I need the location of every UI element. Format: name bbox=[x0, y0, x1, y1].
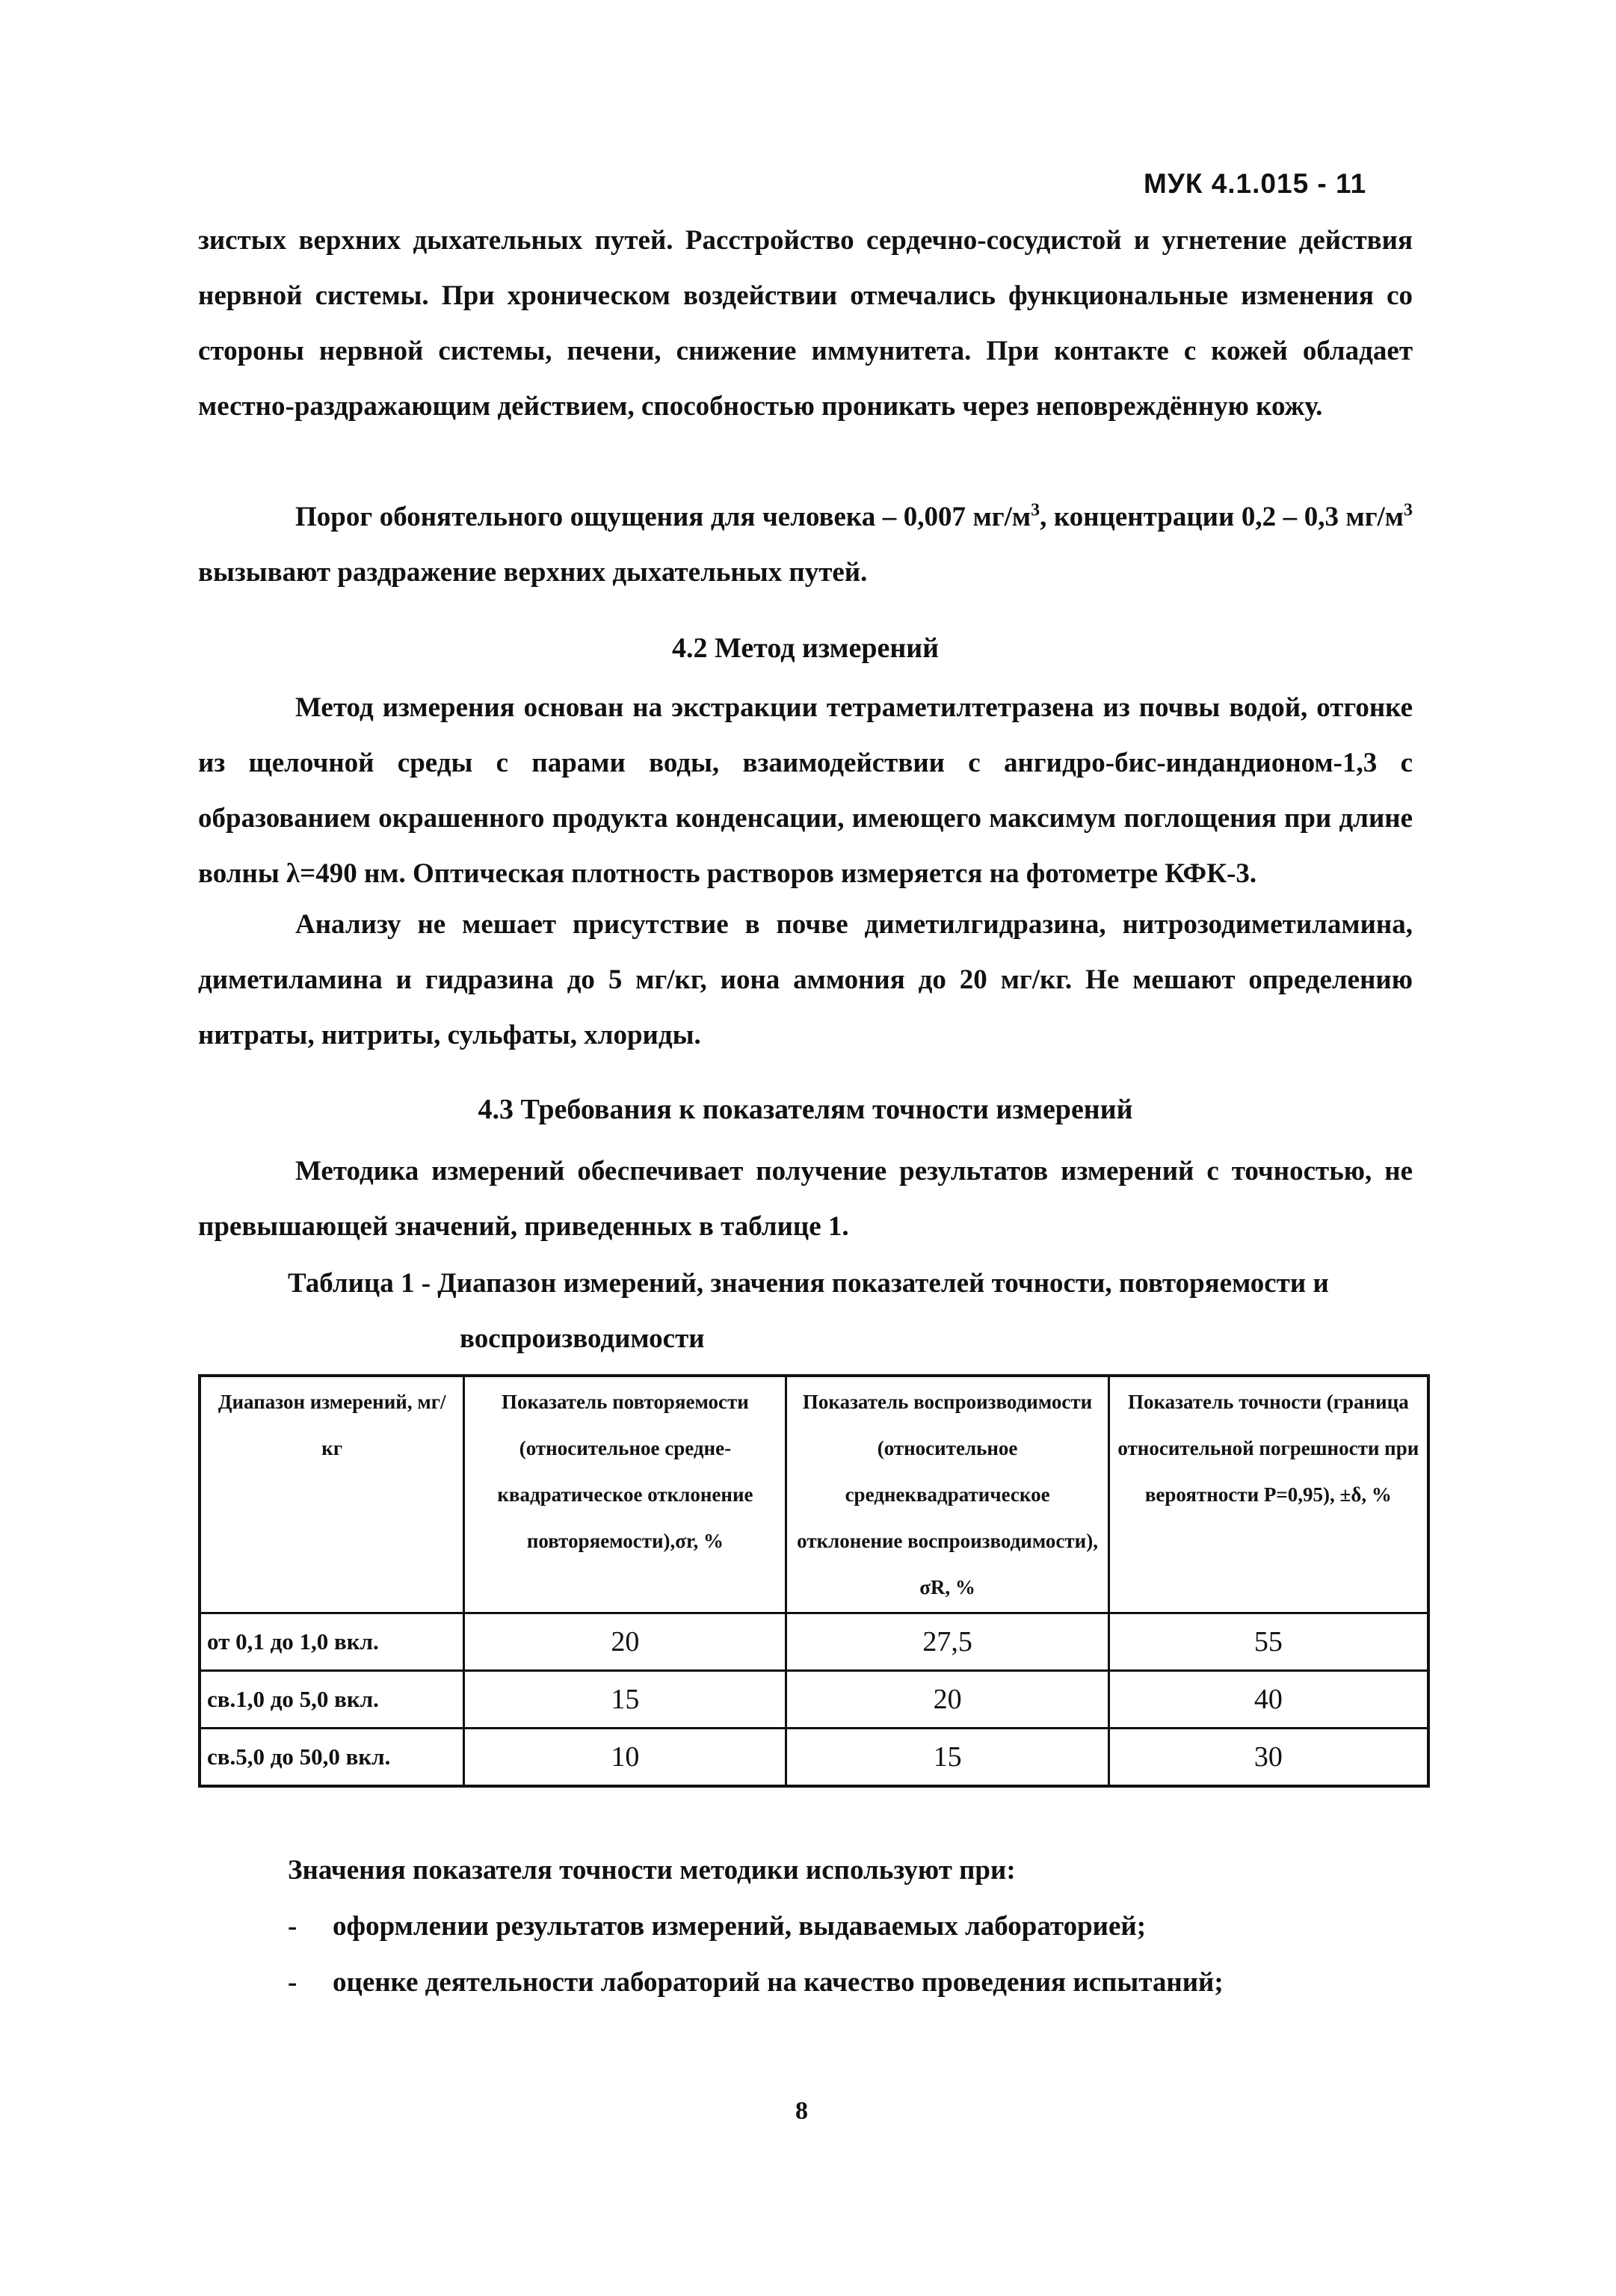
accuracy-paragraph: Методика измерений обеспечивает получение результатов измерений с точностью, не превышающей значений, приведенных в таблице 1. bbox=[198, 1156, 1413, 1242]
page-number: 8 bbox=[795, 2097, 808, 2125]
usage-item-text: оформлении результатов измерений, выдаваемых лабораторией; bbox=[333, 1911, 1147, 1942]
bullet-dash: - bbox=[288, 1967, 297, 1998]
range-cell: св.5,0 до 50,0 вкл. bbox=[200, 1729, 464, 1787]
column-header-accuracy: Показатель точности (граница относительной погрешности при вероятности P=0,95), ±δ, % bbox=[1108, 1376, 1428, 1613]
table-caption-line-1: Таблица 1 - Диапазон измерений, значения показателей точности, повторяемости и bbox=[288, 1268, 1329, 1299]
odor-threshold-text: Порог обонятельного ощущения для человека – 0,007 мг/м bbox=[295, 502, 1031, 532]
superscript-3: 3 bbox=[1031, 500, 1040, 520]
range-cell: от 0,1 до 1,0 вкл. bbox=[200, 1613, 464, 1671]
accuracy-table bbox=[198, 1374, 1430, 1788]
repeatability-cell: 15 bbox=[464, 1671, 786, 1729]
repeatability-cell: 10 bbox=[464, 1729, 786, 1787]
superscript-3: 3 bbox=[1404, 500, 1413, 520]
table-header-row bbox=[200, 1376, 1428, 1613]
table-row bbox=[200, 1729, 1428, 1787]
reproducibility-cell: 15 bbox=[786, 1729, 1108, 1787]
accuracy-cell: 30 bbox=[1108, 1729, 1428, 1787]
concentration-text: , концентрации 0,2 – 0,3 мг/м bbox=[1040, 502, 1404, 532]
repeatability-cell: 20 bbox=[464, 1613, 786, 1671]
bullet-dash: - bbox=[288, 1911, 297, 1942]
intro-paragraph-2 bbox=[198, 490, 1413, 600]
interference-paragraph: Анализу не мешает присутствие в почве диметилгидразина, нитрозодиметиламина, диметиламина и гидразина до 5 мг/кг, иона аммония до 20 мг/кг. Не мешают определению нитраты, нитриты, сульфаты, хлориды. bbox=[198, 909, 1413, 1050]
column-header-reproducibility: Показатель воспроизводимости (относительное среднеквадратическое отклонение воспроизводимости), σR, % bbox=[786, 1376, 1108, 1613]
usage-list-item bbox=[288, 1899, 1146, 1954]
document-id-header: МУК 4.1.015 - 11 bbox=[1144, 168, 1367, 199]
column-header-repeatability: Показатель повторяемости (относительное средне-квадратическое отклонение повторяемости),σr, % bbox=[464, 1376, 786, 1613]
usage-intro: Значения показателя точности методики используют при: bbox=[288, 1855, 1016, 1886]
table-row bbox=[200, 1671, 1428, 1729]
irritation-text: вызывают раздражение верхних дыхательных путей. bbox=[198, 557, 868, 588]
table-caption-line-2: воспроизводимости bbox=[460, 1323, 705, 1354]
intro-paragraph-1: зистых верхних дыхательных путей. Расстройство сердечно-сосудистой и угнетение действия нервной системы. При хроническом воздействии отмечались функциональные изменения со стороны нервной системы, печени, снижение иммунитета. При контакте с кожей обладает местно-раздражающим действием, способностью проникать через неповреждённую кожу. bbox=[198, 225, 1413, 422]
table-row bbox=[200, 1613, 1428, 1671]
usage-list-item bbox=[288, 1955, 1224, 2010]
section-4-2-heading: 4.2 Метод измерений bbox=[671, 633, 940, 664]
accuracy-cell: 40 bbox=[1108, 1671, 1428, 1729]
reproducibility-cell: 20 bbox=[786, 1671, 1108, 1729]
column-header-range: Диапазон измерений, мг/кг bbox=[200, 1376, 464, 1613]
accuracy-cell: 55 bbox=[1108, 1613, 1428, 1671]
method-paragraph: Метод измерения основан на экстракции тетраметилтетразена из почвы водой, отгонке из щелочной среды с парами воды, взаимодействии с ангидро-бис-индандионом-1,3 с образованием окрашенного продукта конденсации, имеющего максимум поглощения при длине волны λ=490 нм. Оптическая плотность растворов измеряется на фотометре КФК-3. bbox=[198, 692, 1413, 889]
range-cell: св.1,0 до 5,0 вкл. bbox=[200, 1671, 464, 1729]
usage-item-text: оценке деятельности лабораторий на качество проведения испытаний; bbox=[333, 1967, 1224, 1998]
reproducibility-cell: 27,5 bbox=[786, 1613, 1108, 1671]
section-4-3-heading: 4.3 Требования к показателям точности измерений bbox=[478, 1094, 1133, 1125]
table-caption bbox=[288, 1256, 1409, 1367]
